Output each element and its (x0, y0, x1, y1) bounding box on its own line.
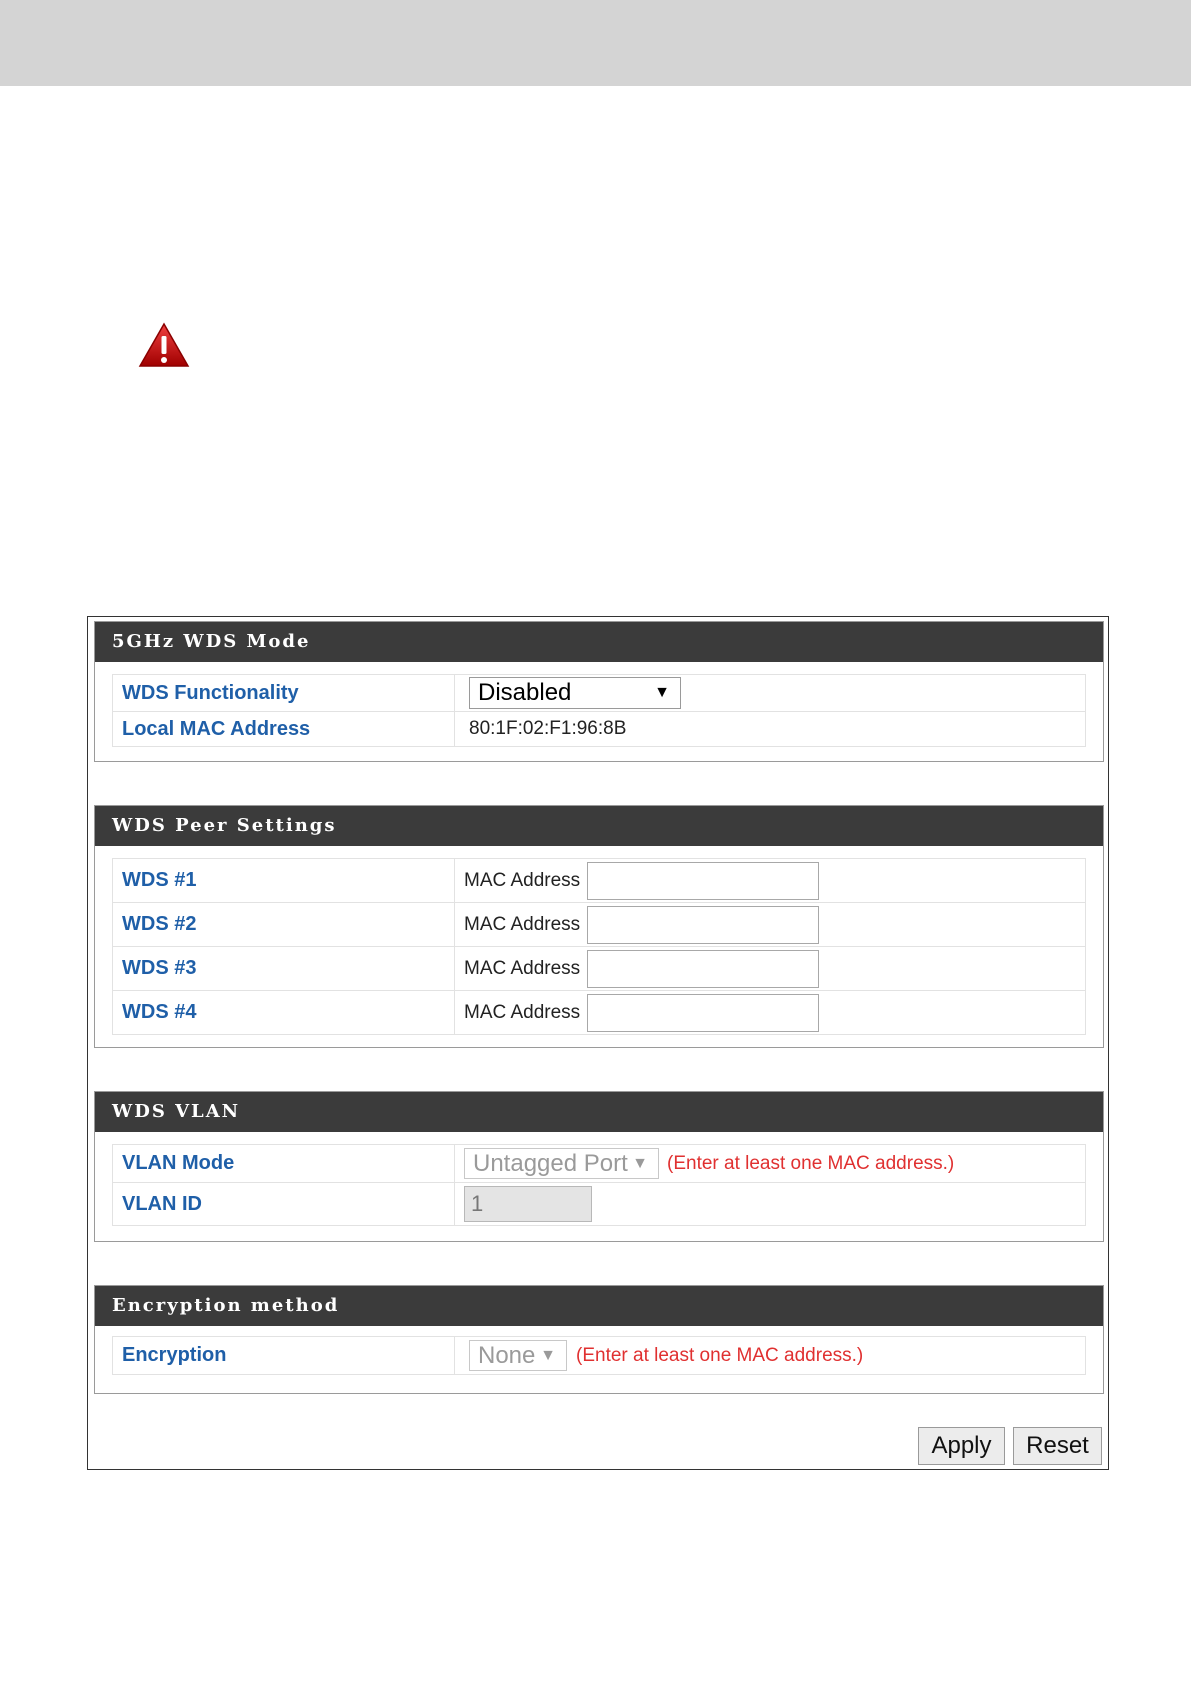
vlan-mode-note: (Enter at least one MAC address.) (667, 1152, 955, 1174)
vlan-id-input[interactable]: 1 (464, 1186, 592, 1222)
wds-peer-row (113, 947, 1085, 991)
wds-peer-label: WDS #1 (122, 869, 197, 891)
wds-peer-label: WDS #4 (122, 1001, 197, 1023)
wds-functionality-row (113, 675, 1085, 712)
section-title: Encryption method (95, 1286, 1103, 1326)
wds-peer-label: WDS #3 (122, 957, 197, 979)
dropdown-arrow-icon: ▼ (540, 1346, 556, 1364)
section-title: 5GHz WDS Mode (95, 622, 1103, 662)
wds-functionality-label: WDS Functionality (122, 681, 299, 704)
encryption-row (113, 1337, 1085, 1374)
vlan-id-label: VLAN ID (122, 1192, 202, 1215)
wds-peer-row (113, 991, 1085, 1034)
encryption-note: (Enter at least one MAC address.) (576, 1344, 864, 1366)
local-mac-row (113, 712, 1085, 746)
encryption-select[interactable] (469, 1340, 567, 1371)
wds-1-mac-input[interactable] (587, 862, 819, 900)
wds-4-mac-input[interactable] (587, 994, 819, 1032)
wds-settings-panel (87, 616, 1109, 1470)
mac-address-label: MAC Address (464, 913, 581, 935)
vlan-mode-value: Untagged Port (473, 1149, 628, 1177)
wds-peer-section (94, 805, 1104, 1048)
vlan-mode-row (113, 1145, 1085, 1183)
section-title: WDS Peer Settings (95, 806, 1103, 846)
mac-address-label: MAC Address (464, 1001, 581, 1023)
wds-mode-section (94, 621, 1104, 762)
wds-functionality-select[interactable] (469, 677, 681, 709)
warning-triangle-icon (138, 322, 190, 370)
wds-vlan-section (94, 1091, 1104, 1242)
wds-peer-row (113, 903, 1085, 947)
local-mac-label: Local MAC Address (122, 717, 311, 740)
wds-2-mac-input[interactable] (587, 906, 819, 944)
wds-3-mac-input[interactable] (587, 950, 819, 988)
encryption-value: None (478, 1341, 536, 1369)
wds-peer-label: WDS #2 (122, 913, 197, 935)
encryption-label: Encryption (122, 1344, 227, 1366)
vlan-mode-label: VLAN Mode (122, 1152, 235, 1174)
vlan-mode-select[interactable] (464, 1148, 659, 1179)
section-title: WDS VLAN (95, 1092, 1103, 1132)
apply-button[interactable]: Apply (918, 1427, 1005, 1465)
mac-address-label: MAC Address (464, 957, 581, 979)
local-mac-value: 80:1F:02:F1:96:8B (469, 718, 627, 739)
dropdown-arrow-icon: ▼ (654, 684, 670, 701)
encryption-section (94, 1285, 1104, 1394)
dropdown-arrow-icon: ▼ (632, 1154, 648, 1172)
page-header-band (0, 0, 1191, 86)
wds-functionality-value: Disabled (478, 679, 572, 706)
wds-peer-row (113, 859, 1085, 903)
reset-button[interactable]: Reset (1013, 1427, 1102, 1465)
vlan-id-row (113, 1183, 1085, 1225)
mac-address-label: MAC Address (464, 869, 581, 891)
